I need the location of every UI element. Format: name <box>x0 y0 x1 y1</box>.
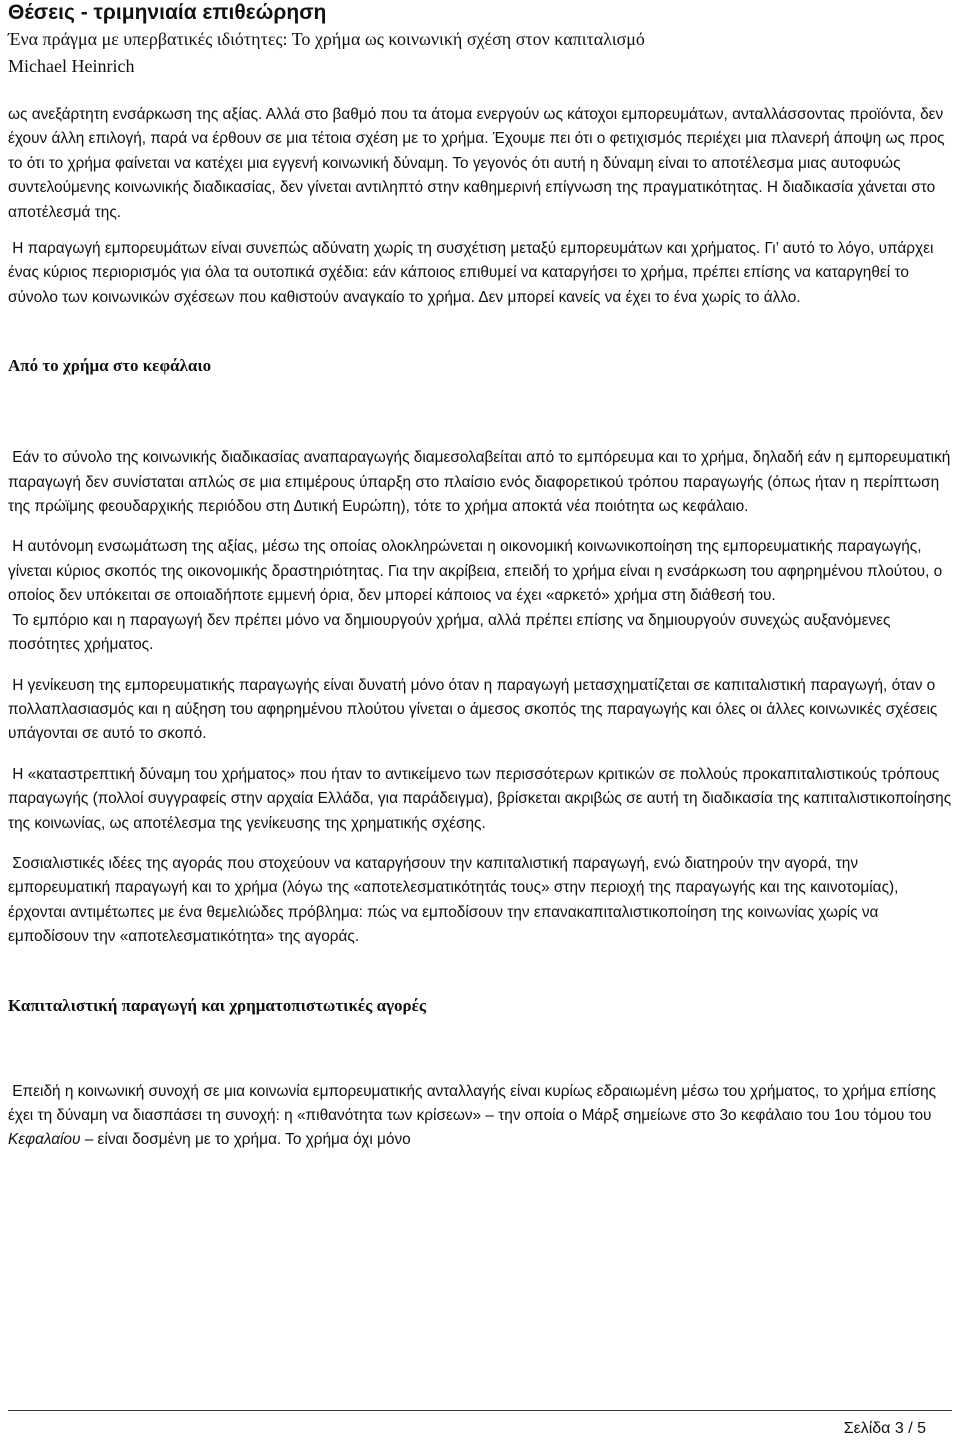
page-footer <box>0 1408 960 1440</box>
paragraph <box>8 763 952 836</box>
paragraph <box>8 674 952 747</box>
paragraph <box>8 535 952 608</box>
paragraph <box>8 237 952 310</box>
paragraph-text: Σοσιαλιστικές ιδέες της αγοράς που στοχεύουν να καταργήσουν την καπιταλιστική παραγωγή, ενώ διατηρούν την αγορά, την εμπορευματική παραγωγή και το χρήμα (λόγω της «αποτελεσματικότητάς τους» στην περιοχή της παραγωγής και της καινοτομίας), έρχονται αντιμέτωπες με ένα θεμελιώδες πρόβλημα: πώς να εμποδίσουν την επανακαπιταλιστικοποίηση της κοινωνίας χωρίς να εμποδίσουν την «αποτελεσματικότητα» της αγοράς. <box>8 854 899 946</box>
article-body <box>8 103 952 1153</box>
paragraph-text: Επειδή η κοινωνική συνοχή σε μια κοινωνία εμπορευματικής ανταλλαγής είναι κυρίως εδραιωμένη μέσω του χρήματος, το χρήμα επίσης έχει τη δύναμη να διασπάσει τη συνοχή: η «πιθανότητα των κρίσεων» – την οποία ο Μάρξ σημείωνε στο 3ο κεφάλαιο του 1ου τόμου του <box>8 1082 937 1124</box>
section-heading: Καπιταλιστική παραγωγή και χρηματοπιστωτικές αγορές <box>8 995 427 1015</box>
journal-title: Θέσεις - τριμηνιαία επιθεώρηση <box>8 1 327 24</box>
paragraph-text: Η «καταστρεπτική δύναμη του χρήματος» που ήταν το αντικείμενο των περισσότερων κριτικών σε πολλούς προκαπιταλιστικούς τρόπους παραγωγής (πολλοί συγγραφείς στην αρχαία Ελλάδα, για παράδειγμα), βρίσκεται ακριβώς σε αυτή τη διαδικασία της καπιταλιστικοποίησης της κοινωνίας, ως αποτέλεσμα της γενίκευσης της χρηματικής σχέσης. <box>8 765 952 832</box>
article-title: Ένα πράγμα με υπερβατικές ιδιότητες: Το χρήμα ως κοινωνική σχέση στον καπιταλισμό <box>8 29 645 49</box>
paragraph <box>8 446 952 519</box>
paragraph-text: Η παραγωγή εμπορευμάτων είναι συνεπώς αδύνατη χωρίς τη συσχέτιση μεταξύ εμπορευμάτων και χρήματος. Γι’ αυτό το λόγο, υπάρχει ένας κύριος περιορισμός για όλα τα ουτοπικά σχέδια: εάν κάποιος επιθυμεί να καταργήσει το χρήμα, πρέπει επίσης να καταργηθεί το σύνολο των κοινωνικών σχέσεων που καθιστούν αναγκαίο το χρήμα. Δεν μπορεί κανείς να έχει το ένα χωρίς το άλλο. <box>8 240 934 306</box>
paragraph: ως ανεξάρτητη ενσάρκωση της αξίας. Αλλά στο βαθμό που τα άτομα ενεργούν ως κάτοχοι εμπορευμάτων, ανταλλάσσοντας προϊόντα, δεν έχουν άλλη επιλογή, παρά να έρθουν σε μια τέτοια σχέση με το χρήμα. Έχουμε πει ότι ο φετιχισμός περιέχει μια πλανερή άποψη ως προς το ότι το χρήμα φαίνεται να κατέχει μια εγγενή κοινωνική δύναμη. Το γεγονός ότι αυτή η δύναμη είναι το αποτέλεσμα μιας αυτοφυώς συντελούμενης κοινωνικής διαδικασίας, δεν γίνεται αντιληπτό στην καθημερινή επίγνωση της πραγματικότητας. Η διαδικασία χάνεται στο αποτέλεσμά της. <box>8 106 945 221</box>
paragraph <box>8 1080 952 1153</box>
paragraph <box>8 609 952 658</box>
paragraph-text: Η αυτόνομη ενσωμάτωση της αξίας, μέσω της οποίας ολοκληρώνεται η οικονομική κοινωνικοποίηση της εμπορευματικής παραγωγής, γίνεται κύριος σκοπός της οικονομικής δραστηριότητας. Για την ακρίβεια, επειδή το χρήμα είναι η ενσάρκωση του αφηρημένου πλούτου, ο οποίος δεν υπόκειται σε οποιαδήποτε εμμενή όρια, δεν μπορεί κάποιος να έχει «αρκετό» χρήμα στη διάθεσή του. <box>8 538 943 605</box>
book-title: Κεφαλαίου <box>8 1131 81 1149</box>
paragraph-text: – είναι δοσμένη με το χρήμα. Το χρήμα όχι μόνο <box>80 1131 411 1149</box>
paragraph-text: Το εμπόριο και η παραγωγή δεν πρέπει μόνο να δημιουργούν χρήμα, αλλά πρέπει επίσης να δημιουργούν συνεχώς αυξανόμενες ποσότητες χρήματος. <box>8 611 891 654</box>
section-heading: Από το χρήμα στο κεφάλαιο <box>8 356 212 376</box>
page-number: Σελίδα 3 / 5 <box>843 1420 926 1437</box>
author-name: Michael Heinrich <box>8 56 135 76</box>
paragraph <box>8 852 952 950</box>
document-header <box>8 0 948 78</box>
paragraph-text: Εάν το σύνολο της κοινωνικής διαδικασίας αναπαραγωγής διαμεσολαβείται από το εμπόρευμα και το χρήμα, δηλαδή εάν η εμπορευματική παραγωγή δεν συνίσταται απλώς σε μια επιμέρους ύπαρξη στο πλαίσιο ενός διαφορετικού τρόπου παραγωγής (όπως ήταν η περίπτωση της πρώϊμης φεουδαρχικής περιόδου στη Δυτική Ευρώπη), τότε το χρήμα αποκτά νέα ποιότητα ως κεφάλαιο. <box>8 449 951 516</box>
footer-divider <box>8 1410 952 1411</box>
paragraph-text: Η γενίκευση της εμπορευματικής παραγωγής είναι δυνατή μόνο όταν η παραγωγή μετασχηματίζεται σε καπιταλιστική παραγωγή, όταν ο πολλαπλασιασμός και η αύξηση του αφηρημένου πλούτου γίνεται ο άμεσος σκοπός της παραγωγής και όλες οι άλλες κοινωνικές σχέσεις υπάγονται σε αυτό το σκοπό. <box>8 676 938 743</box>
